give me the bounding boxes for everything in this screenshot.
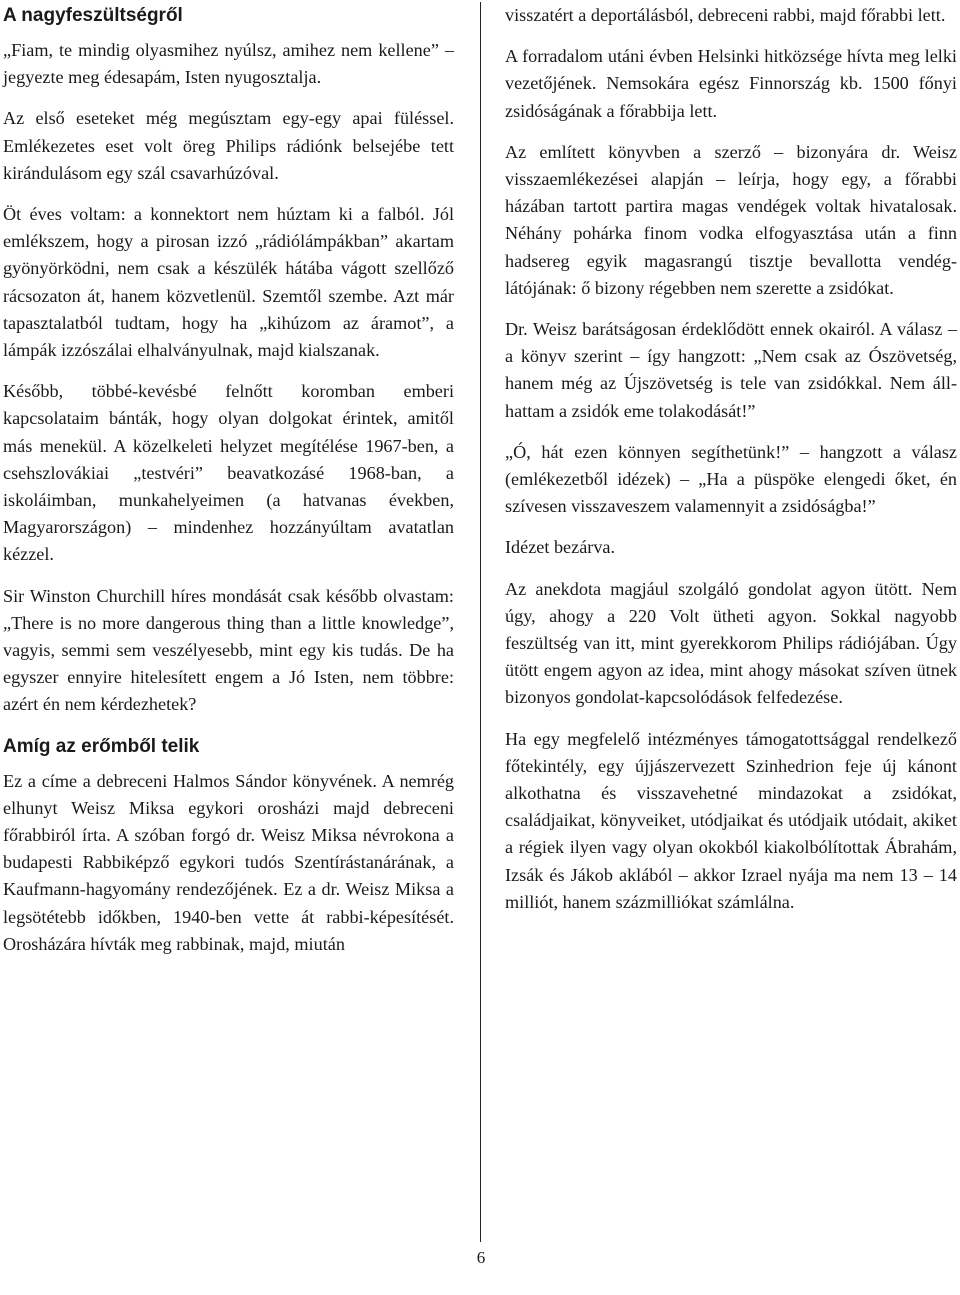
paragraph: A forradalom utáni évben Helsinki hitközsége hívta meg lelki vezetőjének. Nemsokára egész Finnország kb. 1500 főnyi zsidóságának a főrabbija lett. [505,46,957,121]
paragraph: Később, többé-kevésbé felnőtt koromban emberi kapcsolataim bánták, hogy olyan dolgokat érintek, amitől más menekül. A közelkeleti helyzet megítélése 1967-ben, a csehszlovákiai „testvéri” beavatkozásé 1968-ban, a iskoláimban, munkahelyeimen (a hatvanas években, Magyarországon) – mindenhez hozzányúltam avatatlan kézzel. [3,381,454,565]
right-column [505,2,957,930]
paragraph: Dr. Weisz barátságosan érdeklődött ennek okairól. A válasz – a könyv szerint – így hangzott: „Nem csak az Ószövetség, hanem még az Újszövetség is tele van zsidókkal. Nem állhattam a zsidók eme tolakodását!” [505,319,957,421]
paragraph: Ha egy megfelelő intézményes támogatottsággal rendelkező főtekintély, egy újjászervezett Szinhedrion feje új kánont alkothatna és visszavehetné mindazokat a zsidókat, családjaikat, könyveiket, utódjaikat és utódjaik utódait, akiket a régiek ilyen vagy olyan okokból kiakolbólítottak Ábrahám, Izsák és Jákob aklából – akkor Izrael nyája ma nem 13 – 14 milliót, hanem százmilliókat számlálna. [505,728,957,912]
section-heading-high-voltage: A nagyfeszültségről [3,5,183,26]
page-number: 6 [476,1248,486,1267]
paragraph: visszatért a deportálásból, debreceni rabbi, majd főrabbi lett. [505,5,946,25]
paragraph: „Ó, hát ezen könnyen segíthetünk!” – hangzott a válasz (emlékezetből idézek) – „Ha a püspöke elengedi őket, én szívesen visszaveszem valamennyit a zsidóságba!” [505,441,957,517]
paragraph: Az első eseteket még megúsztam egy-egy apai füléssel. Emlékezetes eset volt öreg Philips rádiónk belsejébe tett kirándulásom egy szál csavarhúzóval. [3,108,454,183]
paragraph: Idézet bezárva. [505,537,616,558]
paragraph: Ez a címe a debreceni Halmos Sándor könyvének. A nemrég elhunyt Weisz Miksa egykori orosházi majd debreceni főrabbiról írta. A szóban forgó dr. Weisz Miksa névrokona a budapesti Rabbiképző egykori tudós Szentírástanárának, a Kaufmann-hagyomány rendezőjének. Ez a dr. Weisz Miksa a legsötétebb időkben, 1940-ben vette át rabbi-képesítését. Orosházára hívták meg rabbinak, majd, miután [3,770,454,954]
paragraph: Sir Winston Churchill híres mondását csak később olvastam: „There is no more dangerous thing than a little knowledge”, vagyis, semmi sem veszélyesebb, mint egy kis tudás. De ha egyszer ennyire hitelesített engem a Jó Isten, nem többre: azért én nem kérdezhetek? [3,585,454,715]
paragraph: Az említett könyvben a szerző – bizonyára dr. Weisz visszaemlékezései alapján – leírja, hogy egy, a főrabbi házában tartott partira magas vendégek voltak hivatalosak. Néhány pohárka finom vodka elfogyasztása után a finn hadsereg egyik magasrangú tisztje bevallotta vendéglátójának: ő bizony régebben nem szerette a zsidókat. [505,141,957,298]
column-divider [480,2,481,1242]
left-column [3,2,454,972]
paragraph: Öt éves voltam: a konnektort nem húztam ki a falból. Jól emlékszem, hogy a pirosan izzó „rádiólámpákban” akartam gyönyörködni, nem csak a készülék hátába vágott szellőző rácsozaton át, hanem közvetlenül. Szemtől szembe. Azt már tapasztalatból tudtam, hogy ha „kihúzom az áramot”, a lámpák izzószálai elhalványulnak, majd kialszanak. [3,204,454,361]
section-heading-as-long-as-strength: Amíg az erőmből telik [3,735,200,757]
paragraph: Az anekdota magjául szolgáló gondolat agyon ütött. Nem úgy, ahogy a 220 Volt ütheti agyon. Sokkal nagyobb feszültség van itt, mint gyerekkorom Philips rádiójában. Úgy ütött engem agyon az idea, mint ahogy másokat szíven ütnek bizonyos gondolat-kapcsolódások felfedezése. [505,578,957,708]
paragraph: „Fiam, te mindig olyasmihez nyúlsz, amihez nem kellene” – jegyezte meg édesapám, Isten nyugosztalja. [3,40,454,88]
